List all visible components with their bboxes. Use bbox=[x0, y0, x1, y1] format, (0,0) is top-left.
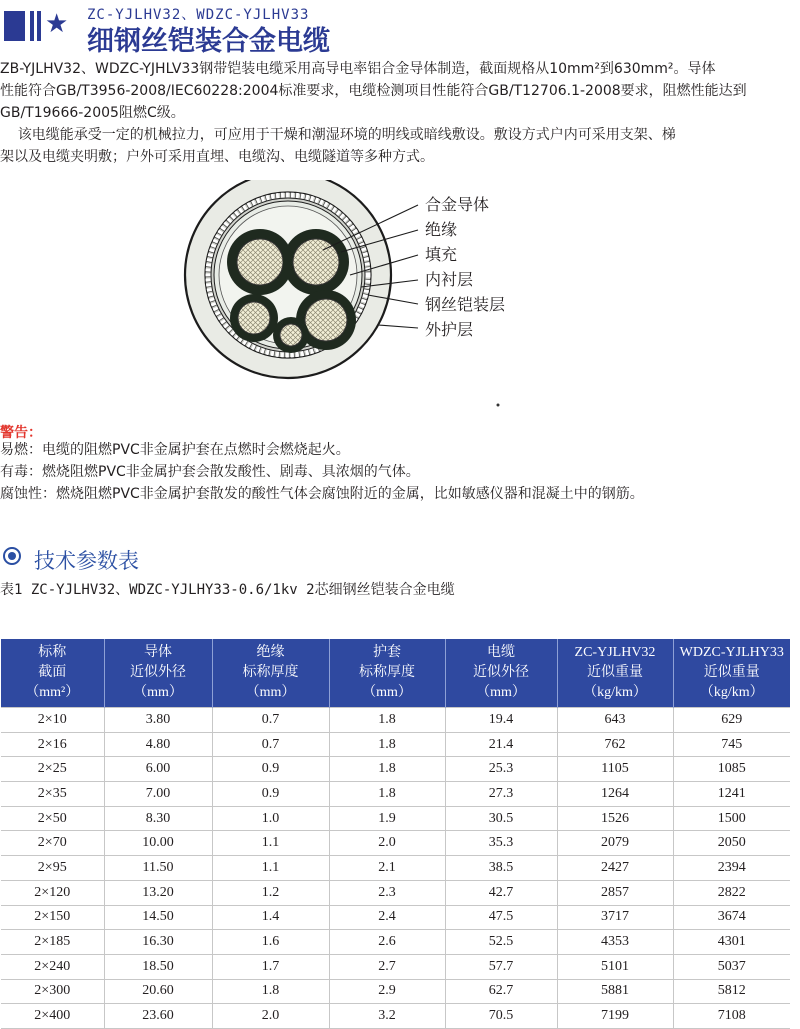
column-header-line: 截面 bbox=[38, 665, 67, 680]
table-cell: 3717 bbox=[557, 905, 673, 930]
table-row bbox=[1, 905, 790, 930]
table-cell: 1105 bbox=[557, 757, 673, 782]
product-subtitle: ZC-YJLHV32、WDZC-YJLHV33 bbox=[87, 7, 310, 23]
table-cell: 1.4 bbox=[212, 905, 329, 930]
page-title: 细钢丝铠装合金电缆 bbox=[87, 26, 330, 57]
logo-bar-3 bbox=[37, 11, 41, 41]
table-cell: 1.8 bbox=[329, 732, 445, 757]
column-header-line: （kg/km） bbox=[583, 685, 647, 700]
table-cell: 2822 bbox=[673, 880, 790, 905]
column-header-line: 标称厚度 bbox=[242, 665, 299, 680]
table-cell: 2×95 bbox=[1, 856, 104, 881]
table-cell: 30.5 bbox=[445, 806, 557, 831]
column-header bbox=[1, 639, 104, 708]
table-cell: 7108 bbox=[673, 1004, 790, 1029]
table-cell: 2.1 bbox=[329, 856, 445, 881]
table-cell: 3674 bbox=[673, 905, 790, 930]
column-header-line: 标称 bbox=[38, 645, 67, 660]
column-header bbox=[673, 639, 790, 708]
description-line-5: 架以及电缆夹明敷；户外可采用直埋、电缆沟、电缆隧道等多种方式。 bbox=[0, 149, 434, 165]
table-header-row bbox=[1, 639, 790, 708]
conductor-core-4 bbox=[230, 294, 278, 342]
table-cell: 2×35 bbox=[1, 782, 104, 807]
table-row bbox=[1, 1004, 790, 1029]
table-cell: 1.8 bbox=[329, 757, 445, 782]
column-header-line: WDZC-YJLHY33 bbox=[679, 645, 784, 660]
table-cell: 2079 bbox=[557, 831, 673, 856]
description-line-2: 性能符合GB/T3956-2008/IEC60228:2004标准要求，电缆检测项目性能符合GB/T12706.1-2008要求，阻燃性能达到 bbox=[0, 83, 747, 99]
table-cell: 7.00 bbox=[104, 782, 212, 807]
table-cell: 35.3 bbox=[445, 831, 557, 856]
column-header-line: 近似外径 bbox=[473, 665, 529, 680]
table-cell: 1.8 bbox=[212, 979, 329, 1004]
table-cell: 4301 bbox=[673, 930, 790, 955]
column-header-line: 近似重量 bbox=[587, 665, 643, 680]
table-cell: 2×10 bbox=[1, 708, 104, 733]
table-cell: 1241 bbox=[673, 782, 790, 807]
table-cell: 0.9 bbox=[212, 782, 329, 807]
label-inner-lining: 内衬层 bbox=[425, 270, 474, 289]
column-header-line: （kg/km） bbox=[699, 685, 764, 700]
table-cell: 2×16 bbox=[1, 732, 104, 757]
table-cell: 1264 bbox=[557, 782, 673, 807]
column-header bbox=[445, 639, 557, 708]
column-header-line: 近似重量 bbox=[703, 665, 760, 680]
table-cell: 4.80 bbox=[104, 732, 212, 757]
description-line-3: GB/T19666-2005阻燃C级。 bbox=[0, 105, 185, 121]
table-cell: 25.3 bbox=[445, 757, 557, 782]
table-cell: 643 bbox=[557, 708, 673, 733]
table-cell: 4353 bbox=[557, 930, 673, 955]
table-row bbox=[1, 831, 790, 856]
table-cell: 3.2 bbox=[329, 1004, 445, 1029]
table-cell: 11.50 bbox=[104, 856, 212, 881]
table-cell: 5037 bbox=[673, 954, 790, 979]
table-cell: 2.0 bbox=[329, 831, 445, 856]
table-cell: 2×70 bbox=[1, 831, 104, 856]
table-row bbox=[1, 979, 790, 1004]
column-header-line: 护套 bbox=[373, 645, 401, 660]
column-header bbox=[212, 639, 329, 708]
table-cell: 2.4 bbox=[329, 905, 445, 930]
table-cell: 1.7 bbox=[212, 954, 329, 979]
table-cell: 23.60 bbox=[104, 1004, 212, 1029]
column-header-line: 近似外径 bbox=[130, 665, 186, 680]
table-cell: 27.3 bbox=[445, 782, 557, 807]
table-cell: 5881 bbox=[557, 979, 673, 1004]
column-header-line: ZC-YJLHV32 bbox=[574, 645, 656, 660]
table-cell: 1085 bbox=[673, 757, 790, 782]
table-row bbox=[1, 880, 790, 905]
table-cell: 1500 bbox=[673, 806, 790, 831]
column-header-line: （mm） bbox=[245, 685, 296, 700]
table-cell: 38.5 bbox=[445, 856, 557, 881]
table-cell: 1.1 bbox=[212, 831, 329, 856]
table-cell: 1.6 bbox=[212, 930, 329, 955]
table-cell: 70.5 bbox=[445, 1004, 557, 1029]
column-header-line: 导体 bbox=[144, 645, 172, 660]
table-cell: 2.7 bbox=[329, 954, 445, 979]
table-cell: 2×25 bbox=[1, 757, 104, 782]
table-cell: 2×50 bbox=[1, 806, 104, 831]
table-cell: 16.30 bbox=[104, 930, 212, 955]
table-cell: 5812 bbox=[673, 979, 790, 1004]
logo-bar-2 bbox=[30, 11, 34, 41]
table-row bbox=[1, 782, 790, 807]
table-cell: 14.50 bbox=[104, 905, 212, 930]
table-cell: 47.5 bbox=[445, 905, 557, 930]
table-cell: 2050 bbox=[673, 831, 790, 856]
table-cell: 1.9 bbox=[329, 806, 445, 831]
column-header-line: 电缆 bbox=[487, 645, 515, 660]
column-header-line: （mm²） bbox=[25, 685, 80, 700]
table-cell: 10.00 bbox=[104, 831, 212, 856]
warning-toxic: 有毒：燃烧阻燃PVC非金属护套会散发酸性、剧毒、具浓烟的气体。 bbox=[0, 464, 420, 480]
table-row bbox=[1, 806, 790, 831]
table-cell: 1.1 bbox=[212, 856, 329, 881]
table-cell: 52.5 bbox=[445, 930, 557, 955]
table-cell: 2×400 bbox=[1, 1004, 104, 1029]
conductor-core-2 bbox=[283, 229, 349, 295]
column-header-line: （mm） bbox=[362, 685, 412, 700]
table-cell: 2×120 bbox=[1, 880, 104, 905]
table-cell: 2857 bbox=[557, 880, 673, 905]
table-row bbox=[1, 856, 790, 881]
column-header bbox=[104, 639, 212, 708]
table-cell: 62.7 bbox=[445, 979, 557, 1004]
conductor-core-5 bbox=[273, 317, 309, 353]
section-title: 技术参数表 bbox=[34, 549, 139, 573]
table-cell: 2×185 bbox=[1, 930, 104, 955]
column-header-line: （mm） bbox=[133, 685, 183, 700]
table-cell: 1.2 bbox=[212, 880, 329, 905]
column-header bbox=[557, 639, 673, 708]
table-cell: 2394 bbox=[673, 856, 790, 881]
warning-flammable: 易燃：电缆的阻燃PVC非金属护套在点燃时会燃烧起火。 bbox=[0, 442, 350, 458]
table-cell: 42.7 bbox=[445, 880, 557, 905]
table-cell: 19.4 bbox=[445, 708, 557, 733]
table-cell: 2.3 bbox=[329, 880, 445, 905]
table-row bbox=[1, 708, 790, 733]
table-cell: 2×150 bbox=[1, 905, 104, 930]
label-outer-sheath: 外护层 bbox=[425, 320, 474, 339]
description-line-4: 该电缆能承受一定的机械拉力，可应用于干燥和潮湿环境的明线或暗线敷设。敷设方式户内可采用支架、梯 bbox=[0, 127, 676, 143]
table-cell: 18.50 bbox=[104, 954, 212, 979]
table-cell: 8.30 bbox=[104, 806, 212, 831]
table-cell: 2×240 bbox=[1, 954, 104, 979]
technical-parameters-table bbox=[1, 639, 790, 1029]
column-header-line: （mm） bbox=[476, 685, 526, 700]
table-cell: 0.9 bbox=[212, 757, 329, 782]
table-cell: 20.60 bbox=[104, 979, 212, 1004]
table-cell: 5101 bbox=[557, 954, 673, 979]
table-cell: 2.9 bbox=[329, 979, 445, 1004]
column-header bbox=[329, 639, 445, 708]
table-cell: 1.0 bbox=[212, 806, 329, 831]
table-cell: 2.0 bbox=[212, 1004, 329, 1029]
label-insulation: 绝缘 bbox=[425, 220, 458, 239]
table-cell: 1526 bbox=[557, 806, 673, 831]
table-caption: 表1 ZC-YJLHV32、WDZC-YJLHY33-0.6/1kv 2芯细钢丝铠装合金电缆 bbox=[0, 582, 455, 598]
label-steel-wire-armour: 钢丝铠装层 bbox=[425, 295, 506, 314]
table-cell: 2×300 bbox=[1, 979, 104, 1004]
table-cell: 1.8 bbox=[329, 708, 445, 733]
circle-bullet-icon bbox=[3, 547, 21, 565]
table-row bbox=[1, 930, 790, 955]
table-cell: 1.8 bbox=[329, 782, 445, 807]
table-cell: 2427 bbox=[557, 856, 673, 881]
logo-bar-1 bbox=[4, 11, 25, 41]
table-cell: 0.7 bbox=[212, 732, 329, 757]
table-row bbox=[1, 757, 790, 782]
star-icon: ★ bbox=[45, 9, 69, 39]
table-cell: 2.6 bbox=[329, 930, 445, 955]
table-cell: 629 bbox=[673, 708, 790, 733]
table-cell: 0.7 bbox=[212, 708, 329, 733]
table-cell: 745 bbox=[673, 732, 790, 757]
warning-title: 警告： bbox=[0, 425, 42, 441]
table-cell: 762 bbox=[557, 732, 673, 757]
table-cell: 57.7 bbox=[445, 954, 557, 979]
table-row bbox=[1, 732, 790, 757]
table-cell: 21.4 bbox=[445, 732, 557, 757]
table-row bbox=[1, 954, 790, 979]
column-header-line: 标称厚度 bbox=[359, 665, 415, 680]
description-line-1: ZB-YJLHV32、WDZC-YJHLV33钢带铠装电缆采用高导电率铝合金导体制造，截面规格从10mm²到630mm²。导体 bbox=[0, 61, 716, 77]
label-alloy-conductor: 合金导体 bbox=[425, 195, 490, 214]
table-cell: 13.20 bbox=[104, 880, 212, 905]
table-cell: 6.00 bbox=[104, 757, 212, 782]
warning-corrosive: 腐蚀性：燃烧阻燃PVC非金属护套散发的酸性气体会腐蚀附近的金属，比如敏感仪器和混凝土中的钢筋。 bbox=[0, 486, 644, 502]
table-cell: 3.80 bbox=[104, 708, 212, 733]
column-header-line: 绝缘 bbox=[256, 645, 285, 660]
label-filler: 填充 bbox=[425, 245, 458, 264]
table-cell: 7199 bbox=[557, 1004, 673, 1029]
